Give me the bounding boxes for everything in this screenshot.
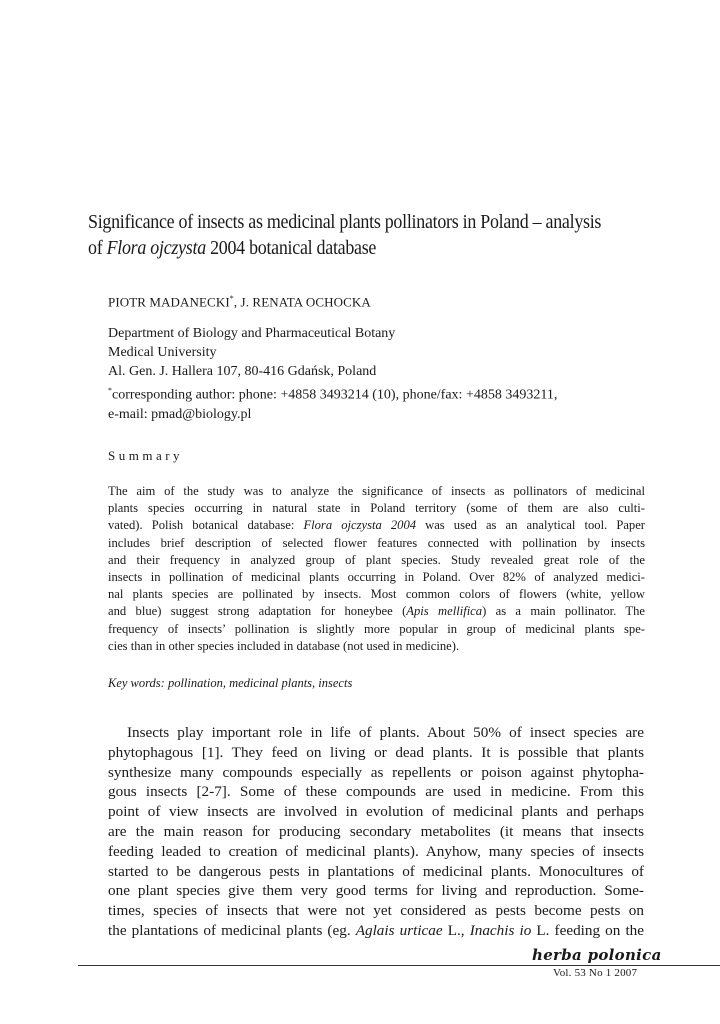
article-title bbox=[88, 210, 695, 262]
summary-line-8a: and blue) suggest strong adaptation for honeybee ( bbox=[108, 604, 407, 619]
summary-line-8b: ) as a main pollinator. The bbox=[482, 604, 645, 619]
body-line: one plant species give them very good terms for living and reproduction. Some- bbox=[108, 882, 644, 900]
body-last-c: L. feeding on the bbox=[531, 921, 644, 939]
keywords: Key words: pollination, medicinal plants, insects bbox=[108, 676, 353, 690]
summary-line: nal plants species are pollinated by insects. Most common colors of flowers (white, yellow bbox=[108, 587, 645, 602]
affiliation-marker: * bbox=[108, 386, 112, 395]
body-last-a: the plantations of medicinal plants (eg. bbox=[108, 921, 356, 939]
affiliation-department: Department of Biology and Pharmaceutical Botany bbox=[108, 326, 396, 341]
body-line: point of view insects are involved in evolution of medicinal plants and perhaps bbox=[108, 803, 644, 821]
body-paragraph bbox=[108, 723, 644, 941]
body-line: started to be dangerous pests in plantations of medicinal plants. Monocultures of bbox=[108, 862, 644, 880]
body-line: phytophagous [1]. They feed on living or dead plants. It is possible that plants bbox=[108, 743, 644, 761]
summary-line: frequency of insects’ pollination is slightly more popular in group of medicinal plants spe- bbox=[108, 621, 645, 636]
body-line: are the main reason for producing secondary metabolites (it means that insects bbox=[108, 822, 644, 840]
affiliation-university: Medical University bbox=[108, 345, 217, 360]
author-1: PIOTR MADANECKI bbox=[108, 294, 230, 310]
body-line: gous insects [2-7]. Some of these compounds are used in medicine. From this bbox=[108, 783, 644, 801]
summary-italic-species: Apis mellifica bbox=[406, 604, 483, 619]
summary-abstract bbox=[108, 483, 645, 655]
affiliation-email: e-mail: pmad@biology.pl bbox=[108, 406, 252, 422]
body-line: synthesize many compounds especially as repellents or poison against phytopha- bbox=[108, 763, 644, 781]
summary-line-3b: was used as an analytical tool. Paper bbox=[416, 518, 645, 533]
title-line-1: Significance of insects as medicinal plants pollinators in Poland – analysis bbox=[88, 212, 602, 233]
summary-line: cies than in other species included in database (not used in medicine). bbox=[108, 638, 460, 653]
body-line: feeding leaded to creation of medicinal plants). Anyhow, many species of insects bbox=[108, 842, 644, 860]
summary-line bbox=[108, 603, 645, 620]
affiliation-contact bbox=[108, 381, 557, 405]
affiliation bbox=[108, 324, 557, 424]
summary-line: includes brief description of selected flower features connected with pollination by insects bbox=[108, 535, 645, 550]
body-last-b: L., bbox=[442, 921, 470, 939]
summary-line: plants species occurring in natural state in Poland territory (some of them are also culti- bbox=[108, 501, 645, 516]
body-line: Insects play important role in life of plants. About 50% of insect species are bbox=[127, 724, 644, 741]
body-italic-inachis: Inachis io bbox=[469, 921, 532, 939]
summary-italic-database: Flora ojczysta 2004 bbox=[303, 518, 417, 533]
affiliation-address: Al. Gen. J. Hallera 107, 80-416 Gdańsk, Poland bbox=[108, 364, 377, 379]
summary-heading: Summary bbox=[108, 448, 184, 463]
body-italic-aglais: Aglais urticae bbox=[355, 921, 443, 939]
summary-line-3a: vated). Polish botanical database: bbox=[108, 518, 304, 533]
volume-info: Vol. 53 No 1 2007 bbox=[553, 967, 638, 979]
body-line: times, species of insects that were not yet considered as pests become pests on bbox=[108, 902, 644, 920]
title-line-2 bbox=[88, 236, 695, 262]
summary-line: insects in pollination of medicinal plants occurring in Poland. Over 82% of analyzed medici- bbox=[108, 570, 645, 585]
author-2: , J. RENATA OCHOCKA bbox=[233, 294, 371, 310]
authors bbox=[108, 290, 371, 311]
title-line-2-suffix: 2004 botanical database bbox=[205, 238, 377, 259]
corresponding-marker: * bbox=[229, 294, 234, 303]
journal-logo: herba polonica bbox=[532, 946, 662, 964]
body-line bbox=[108, 921, 644, 941]
affiliation-phone: corresponding author: phone: +4858 3493214 (10), phone/fax: +4858 3493211, bbox=[112, 387, 558, 403]
title-italic: Flora ojczysta bbox=[106, 238, 206, 259]
title-line-2-prefix: of bbox=[88, 238, 107, 259]
summary-line: The aim of the study was to analyze the significance of insects as pollinators of medicinal bbox=[108, 484, 645, 498]
summary-line bbox=[108, 517, 645, 534]
footer-rule bbox=[78, 965, 720, 966]
summary-line: and their frequency in analyzed group of plant species. Study revealed great role of the bbox=[108, 552, 645, 567]
